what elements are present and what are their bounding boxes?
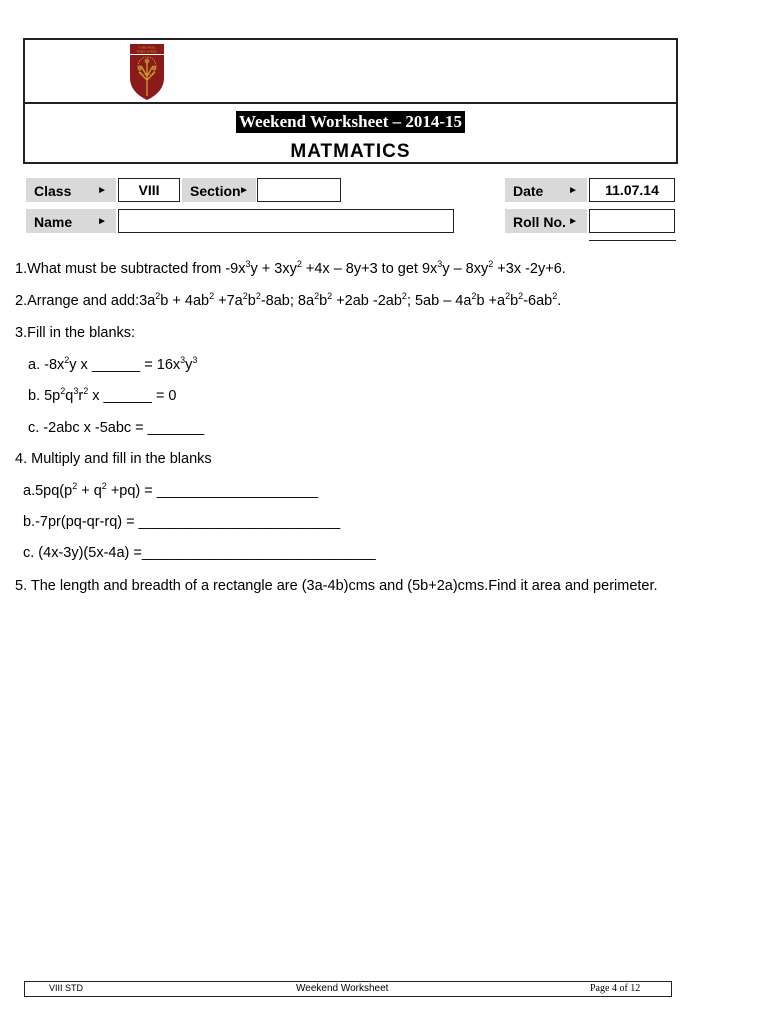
question-4b: b.-7pr(pq-qr-rq) = _________________________ bbox=[23, 514, 341, 530]
q4a-exp: 2 bbox=[72, 481, 78, 491]
rollno-label-text: Roll No. bbox=[513, 214, 566, 230]
q2-text: +7a bbox=[214, 293, 243, 309]
q2-text: . bbox=[557, 293, 562, 309]
q2-text: -6ab bbox=[523, 293, 553, 309]
q2-text: +2ab -2ab bbox=[332, 293, 402, 309]
worksheet-title: Weekend Worksheet – 2014-15 bbox=[236, 111, 465, 133]
q2-exp: 2 bbox=[505, 291, 511, 301]
q3a-text: y x ______ = 16x bbox=[69, 357, 181, 373]
q3b-exp: 2 bbox=[60, 386, 66, 396]
q3b-exp: 3 bbox=[73, 386, 79, 396]
arrow-right-icon: ► bbox=[97, 185, 107, 196]
q2-exp: 2 bbox=[552, 291, 558, 301]
svg-text:CHENNAI: CHENNAI bbox=[139, 45, 155, 50]
date-label-text: Date bbox=[513, 183, 544, 199]
page-footer bbox=[24, 981, 672, 997]
rollno-field[interactable] bbox=[589, 209, 675, 233]
section-label-text: Section bbox=[190, 183, 241, 199]
q3a-text: y bbox=[185, 357, 193, 373]
q4a-text: a.5pq(p bbox=[23, 483, 73, 499]
section-field[interactable] bbox=[257, 178, 341, 202]
q2-exp: 2 bbox=[255, 291, 261, 301]
q3b-text: b. 5p bbox=[28, 388, 61, 404]
q3a-exp: 3 bbox=[192, 355, 198, 365]
svg-text:PUBLIC SCHOOL: PUBLIC SCHOOL bbox=[136, 50, 158, 54]
q1-exp: 2 bbox=[488, 259, 494, 269]
rollno-label bbox=[505, 209, 587, 233]
q3b-exp: 2 bbox=[83, 386, 89, 396]
arrow-right-icon: ► bbox=[568, 216, 578, 227]
q4a-exp: 2 bbox=[101, 481, 107, 491]
question-5: 5. The length and breadth of a rectangle are (3a-4b)cms and (5b+2a)cms.Find it area and perimeter. bbox=[15, 578, 658, 594]
q2-text: -8ab; 8a bbox=[260, 293, 315, 309]
arrow-right-icon: ► bbox=[239, 185, 249, 196]
q2-text: 2.Arrange and add:3a bbox=[15, 293, 156, 309]
q1-text: y + 3xy bbox=[250, 261, 297, 277]
q1-text: y – 8xy bbox=[442, 261, 489, 277]
rollno-underline bbox=[589, 240, 676, 241]
question-4: 4. Multiply and fill in the blanks bbox=[15, 451, 212, 467]
section-label bbox=[182, 178, 256, 202]
date-field[interactable]: 11.07.14 bbox=[589, 178, 675, 202]
header-divider bbox=[25, 102, 676, 104]
q2-text: ; 5ab – 4a bbox=[406, 293, 472, 309]
question-3c: c. -2abc x -5abc = _______ bbox=[28, 420, 205, 436]
question-2 bbox=[15, 293, 561, 309]
name-label bbox=[26, 209, 116, 233]
q3a-exp: 2 bbox=[64, 355, 70, 365]
title-wrap bbox=[25, 111, 676, 133]
q2-exp: 2 bbox=[242, 291, 248, 301]
q1-text: +4x – 8y+3 to get 9x bbox=[301, 261, 438, 277]
date-label bbox=[505, 178, 587, 202]
school-crest-logo bbox=[129, 44, 165, 100]
page-number: Page 4 of 12 bbox=[590, 983, 641, 994]
footer-class: VIII STD bbox=[49, 983, 84, 993]
class-label bbox=[26, 178, 116, 202]
q2-exp: 2 bbox=[518, 291, 524, 301]
question-3: 3.Fill in the blanks: bbox=[15, 325, 136, 341]
q4a-text: +pq) = ____________________ bbox=[106, 483, 319, 499]
class-field[interactable]: VIII bbox=[118, 178, 180, 202]
name-field[interactable] bbox=[118, 209, 454, 233]
worksheet-header bbox=[23, 38, 678, 164]
q3b-text: x ______ = 0 bbox=[88, 388, 177, 404]
question-3a bbox=[28, 357, 197, 373]
subject-title: MATMATICS bbox=[290, 141, 411, 162]
q2-exp: 2 bbox=[155, 291, 161, 301]
q2-text: b bbox=[247, 293, 256, 309]
q2-exp: 2 bbox=[314, 291, 320, 301]
arrow-right-icon: ► bbox=[568, 185, 578, 196]
q2-text: b bbox=[510, 293, 519, 309]
q1-exp: 2 bbox=[296, 259, 302, 269]
q3a-text: a. -8x bbox=[28, 357, 65, 373]
q2-exp: 2 bbox=[209, 291, 215, 301]
question-4c: c. (4x-3y)(5x-4a) =_____________________________ bbox=[23, 545, 376, 561]
q1-exp: 3 bbox=[437, 259, 443, 269]
q2-text: b bbox=[319, 293, 328, 309]
q2-text: b +a bbox=[476, 293, 506, 309]
q4a-text: + q bbox=[77, 483, 102, 499]
arrow-right-icon: ► bbox=[97, 216, 107, 227]
q3b-text: q bbox=[65, 388, 74, 404]
q2-exp: 2 bbox=[471, 291, 477, 301]
q3a-exp: 3 bbox=[180, 355, 186, 365]
q1-text: +3x -2y+6. bbox=[493, 261, 566, 277]
q3b-text: r bbox=[78, 388, 84, 404]
q1-exp: 3 bbox=[245, 259, 251, 269]
question-3b bbox=[28, 388, 177, 404]
q1-text: 1.What must be subtracted from -9x bbox=[15, 261, 246, 277]
question-1 bbox=[15, 261, 566, 277]
q2-exp: 2 bbox=[327, 291, 333, 301]
q2-text: b + 4ab bbox=[160, 293, 210, 309]
footer-title: Weekend Worksheet bbox=[296, 983, 389, 994]
question-4a bbox=[23, 483, 318, 499]
class-label-text: Class bbox=[34, 183, 72, 199]
q2-exp: 2 bbox=[401, 291, 407, 301]
name-label-text: Name bbox=[34, 214, 73, 230]
